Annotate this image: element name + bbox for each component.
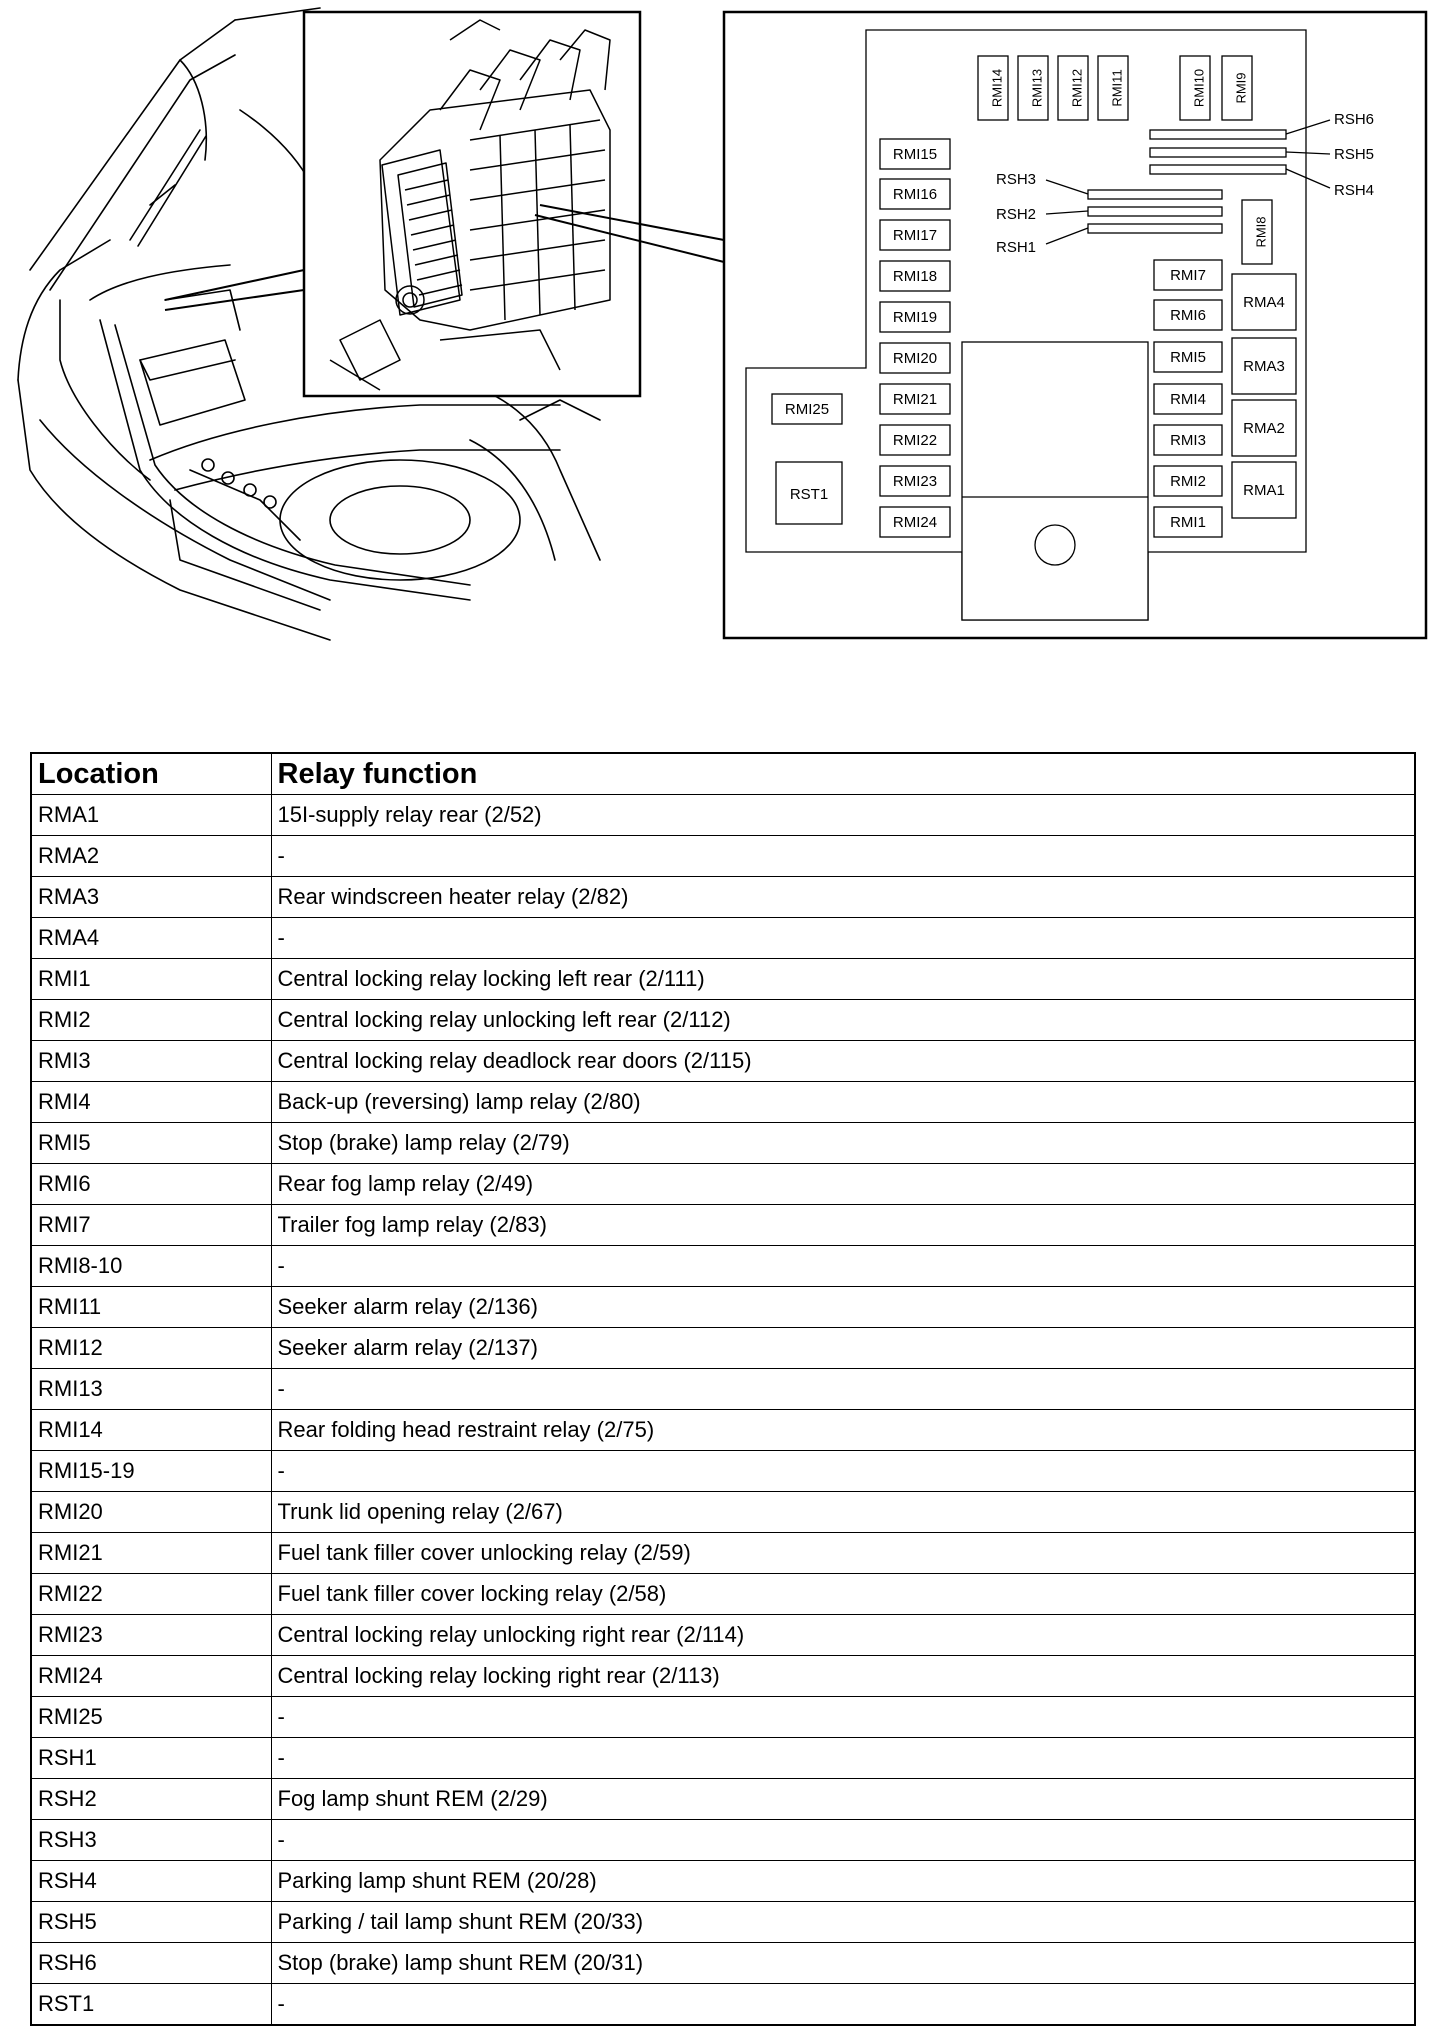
location-cell: RSH6 xyxy=(31,1943,271,1984)
table-row xyxy=(31,1164,1415,1205)
rmi13-label: RMI13 xyxy=(1029,68,1045,108)
table-row xyxy=(31,877,1415,918)
fuse-box-detail-inset xyxy=(165,12,724,396)
relay-function-cell: - xyxy=(271,1369,1415,1410)
rsh5-label: RSH5 xyxy=(1334,146,1375,163)
relay-function-cell: - xyxy=(271,1984,1415,2026)
rmi8-label: RMI8 xyxy=(1253,216,1269,248)
location-cell: RST1 xyxy=(31,1984,271,2026)
relay-function-cell: - xyxy=(271,1697,1415,1738)
rmi16-label: RMI16 xyxy=(892,186,938,203)
relay-function-cell: Central locking relay deadlock rear doors (2/115) xyxy=(271,1041,1415,1082)
relay-function-cell: Stop (brake) lamp shunt REM (20/31) xyxy=(271,1943,1415,1984)
location-cell: RSH1 xyxy=(31,1738,271,1779)
table-row xyxy=(31,918,1415,959)
rmi2-label: RMI2 xyxy=(1170,473,1206,490)
rmi12-label: RMI12 xyxy=(1069,68,1085,108)
relay-function-cell: Central locking relay unlocking right rear (2/114) xyxy=(271,1615,1415,1656)
relay-function-cell: - xyxy=(271,836,1415,877)
location-cell: RMI1 xyxy=(31,959,271,1000)
relay-function-cell: 15I-supply relay rear (2/52) xyxy=(271,795,1415,836)
table-row xyxy=(31,1041,1415,1082)
table-row xyxy=(31,1451,1415,1492)
table-row xyxy=(31,1656,1415,1697)
relay-function-cell: Fuel tank filler cover locking relay (2/58) xyxy=(271,1574,1415,1615)
location-cell: RMI7 xyxy=(31,1205,271,1246)
rmi24-label: RMI24 xyxy=(892,514,938,531)
relay-function-cell: - xyxy=(271,1246,1415,1287)
rmi3-label: RMI3 xyxy=(1170,432,1206,449)
location-cell: RMI2 xyxy=(31,1000,271,1041)
rmi15-label: RMI15 xyxy=(892,146,938,163)
table-row xyxy=(31,1533,1415,1574)
relay-function-cell: Rear fog lamp relay (2/49) xyxy=(271,1164,1415,1205)
table-row xyxy=(31,1123,1415,1164)
location-cell: RMI3 xyxy=(31,1041,271,1082)
relay-function-cell: Stop (brake) lamp relay (2/79) xyxy=(271,1123,1415,1164)
rmi21-label: RMI21 xyxy=(892,391,938,408)
location-cell: RMI4 xyxy=(31,1082,271,1123)
relay-function-cell: Fog lamp shunt REM (2/29) xyxy=(271,1779,1415,1820)
location-cell: RMI5 xyxy=(31,1123,271,1164)
location-cell: RMI13 xyxy=(31,1369,271,1410)
location-cell: RMA2 xyxy=(31,836,271,877)
table-row xyxy=(31,959,1415,1000)
location-cell: RMA1 xyxy=(31,795,271,836)
relay-function-cell: Parking / tail lamp shunt REM (20/33) xyxy=(271,1902,1415,1943)
relay-function-cell: Central locking relay locking right rear (2/113) xyxy=(271,1656,1415,1697)
rma4-label: RMA4 xyxy=(1243,294,1285,311)
rsh1-label: RSH1 xyxy=(996,239,1037,256)
relay-function-cell: Central locking relay unlocking left rear (2/112) xyxy=(271,1000,1415,1041)
rmi25-label: RMI25 xyxy=(784,401,830,418)
location-cell: RMI8-10 xyxy=(31,1246,271,1287)
rma3-label: RMA3 xyxy=(1243,358,1285,375)
table-row xyxy=(31,1697,1415,1738)
table-row xyxy=(31,836,1415,877)
location-cell: RMI22 xyxy=(31,1574,271,1615)
location-cell: RMI12 xyxy=(31,1328,271,1369)
location-cell: RMA3 xyxy=(31,877,271,918)
relay-function-cell: - xyxy=(271,918,1415,959)
relay-function-cell: - xyxy=(271,1820,1415,1861)
relay-function-cell: Rear windscreen heater relay (2/82) xyxy=(271,877,1415,918)
rmi14-label: RMI14 xyxy=(989,68,1005,108)
table-row xyxy=(31,1246,1415,1287)
table-row xyxy=(31,1902,1415,1943)
rmi10-label: RMI10 xyxy=(1191,68,1207,108)
location-column-header: Location xyxy=(31,753,271,795)
table-header-row xyxy=(31,753,1415,795)
table-row xyxy=(31,1943,1415,1984)
rmi1-label: RMI1 xyxy=(1170,514,1206,531)
relay-function-cell: Central locking relay locking left rear (2/111) xyxy=(271,959,1415,1000)
rmi7-label: RMI7 xyxy=(1170,267,1206,284)
rmi17-label: RMI17 xyxy=(892,227,938,244)
rmi4-label: RMI4 xyxy=(1170,391,1206,408)
location-cell: RMI11 xyxy=(31,1287,271,1328)
table-row xyxy=(31,1287,1415,1328)
table-row xyxy=(31,1369,1415,1410)
table-row xyxy=(31,1205,1415,1246)
rmi20-label: RMI20 xyxy=(892,350,938,367)
relay-function-cell: Seeker alarm relay (2/136) xyxy=(271,1287,1415,1328)
relay-function-cell: - xyxy=(271,1451,1415,1492)
rmi11-label: RMI11 xyxy=(1109,69,1125,107)
location-cell: RSH3 xyxy=(31,1820,271,1861)
table-row xyxy=(31,1574,1415,1615)
relay-function-cell: Seeker alarm relay (2/137) xyxy=(271,1328,1415,1369)
location-cell: RMA4 xyxy=(31,918,271,959)
rmi18-label: RMI18 xyxy=(892,268,938,285)
rsh2-label: RSH2 xyxy=(996,206,1037,223)
location-cell: RSH5 xyxy=(31,1902,271,1943)
rsh4-label: RSH4 xyxy=(1334,182,1375,199)
relay-table-body xyxy=(31,795,1415,2026)
location-cell: RMI25 xyxy=(31,1697,271,1738)
rmi22-label: RMI22 xyxy=(892,432,938,449)
relay-function-cell: Parking lamp shunt REM (20/28) xyxy=(271,1861,1415,1902)
relay-function-cell: Back-up (reversing) lamp relay (2/80) xyxy=(271,1082,1415,1123)
rsh3-label: RSH3 xyxy=(996,171,1037,188)
relay-function-cell: Rear folding head restraint relay (2/75) xyxy=(271,1410,1415,1451)
location-cell: RSH4 xyxy=(31,1861,271,1902)
rmi9-label: RMI9 xyxy=(1233,72,1249,104)
table-row xyxy=(31,1082,1415,1123)
relay-function-cell: Trunk lid opening relay (2/67) xyxy=(271,1492,1415,1533)
relay-function-cell: - xyxy=(271,1738,1415,1779)
table-row xyxy=(31,1820,1415,1861)
location-cell: RMI6 xyxy=(31,1164,271,1205)
table-row xyxy=(31,795,1415,836)
rsh6-label: RSH6 xyxy=(1334,111,1375,128)
relay-panel-layout xyxy=(724,12,1426,638)
location-cell: RMI20 xyxy=(31,1492,271,1533)
relay-function-cell: Fuel tank filler cover unlocking relay (2/59) xyxy=(271,1533,1415,1574)
table-row xyxy=(31,1779,1415,1820)
table-row xyxy=(31,1410,1415,1451)
table-row xyxy=(31,1492,1415,1533)
relay-function-column-header: Relay function xyxy=(271,753,1415,795)
rma1-label: RMA1 xyxy=(1243,482,1285,499)
table-row xyxy=(31,1000,1415,1041)
location-cell: RMI23 xyxy=(31,1615,271,1656)
location-cell: RMI14 xyxy=(31,1410,271,1451)
table-row xyxy=(31,1615,1415,1656)
rmi23-label: RMI23 xyxy=(892,473,938,490)
table-row xyxy=(31,1861,1415,1902)
location-cell: RMI15-19 xyxy=(31,1451,271,1492)
rst1-label: RST1 xyxy=(789,486,829,503)
table-row xyxy=(31,1984,1415,2026)
location-cell: RMI21 xyxy=(31,1533,271,1574)
table-row xyxy=(31,1328,1415,1369)
rmi19-label: RMI19 xyxy=(892,309,938,326)
relay-function-table xyxy=(30,752,1416,2026)
rmi5-label: RMI5 xyxy=(1170,349,1206,366)
relay-location-diagram xyxy=(0,0,1440,650)
location-cell: RSH2 xyxy=(31,1779,271,1820)
rma2-label: RMA2 xyxy=(1243,420,1285,437)
table-row xyxy=(31,1738,1415,1779)
location-cell: RMI24 xyxy=(31,1656,271,1697)
relay-function-cell: Trailer fog lamp relay (2/83) xyxy=(271,1205,1415,1246)
rmi6-label: RMI6 xyxy=(1170,307,1206,324)
